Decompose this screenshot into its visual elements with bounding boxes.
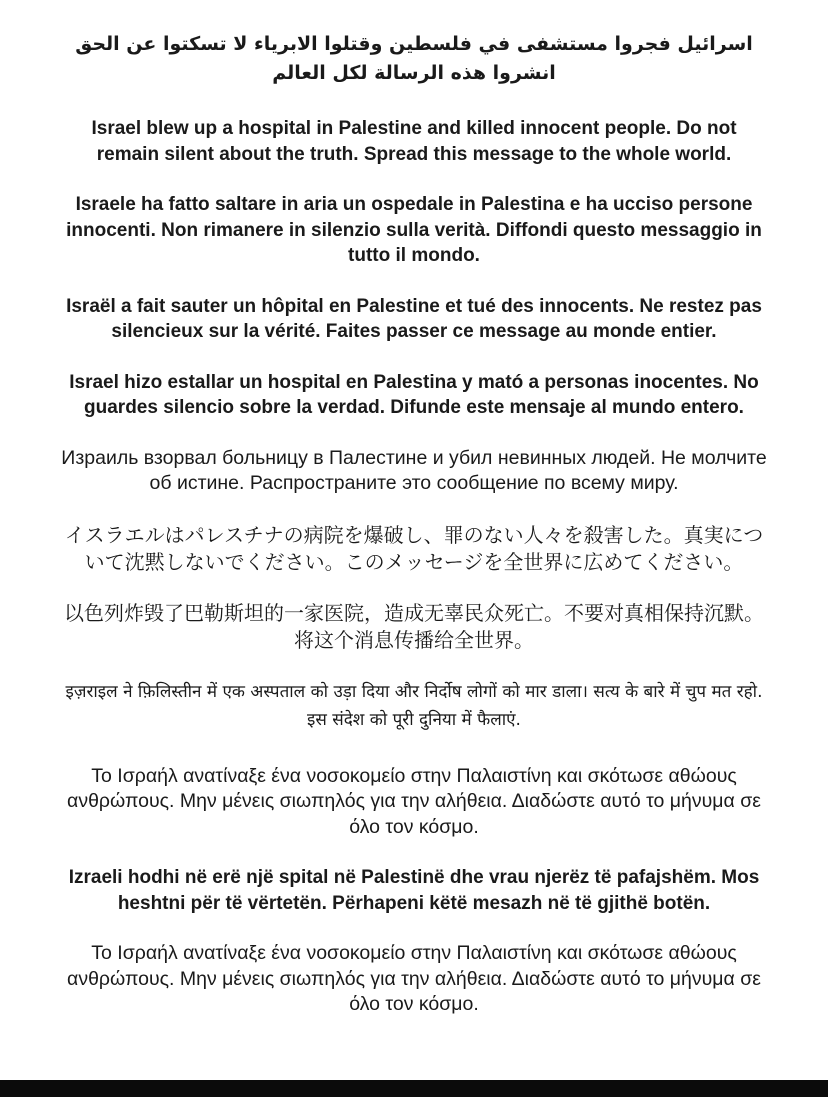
paragraph-hindi: इज़राइल ने फ़िलिस्तीन में एक अस्पताल को उड़ा दिया और निर्दोष लोगों को मार डाला। सत्य के बारे में चुप मत रहो. इस संदेश को पूरी दुनिया में फैलाएं. bbox=[65, 681, 763, 730]
paragraph-greek-1: Το Ισραήλ ανατίναξε ένα νοσοκομείο στην Παλαιστίνη και σκότωσε αθώους ανθρώπους. Μην μένεις σιωπηλός για την αλήθεια. Διαδώστε αυτό το μήνυμα σε όλο τον κόσμο. bbox=[67, 764, 761, 838]
paragraph-french: Israël a fait sauter un hôpital en Palestine et tué des innocents. Ne restez pas silencieux sur la vérité. Faites passer ce message au monde entier. bbox=[66, 295, 762, 342]
paragraph-russian: Израиль взорвал больницу в Палестине и убил невинных людей. Не молчите об истине. Распространите это сообщение по всему миру. bbox=[61, 446, 767, 494]
paragraph-albanian: Izraeli hodhi në erë një spital në Palestinë dhe vrau njerëz të pafajshëm. Mos heshtni për të vërtetën. Përhapeni këtë mesazh në të gjithë botën. bbox=[68, 867, 760, 914]
paragraph-arabic: اسرائيل فجروا مستشفى في فلسطين وقتلوا الابرياء لا تسكتوا عن الحق انشروا هذه الرسالة لكل العالم bbox=[75, 33, 753, 84]
paragraph-greek-2: Το Ισραήλ ανατίναξε ένα νοσοκομείο στην Παλαιστίνη και σκότωσε αθώους ανθρώπους. Μην μένεις σιωπηλός για την αλήθεια. Διαδώστε αυτό το μήνυμα σε όλο τον κόσμο. bbox=[67, 942, 761, 1015]
paragraph-spanish: Israel hizo estallar un hospital en Palestina y mató a personas inocentes. No guardes silencio sobre la verdad. Difunde este mensaje al mundo entero. bbox=[69, 371, 759, 418]
paragraph-japanese: イスラエルはパレスチナの病院を爆破し、罪のない人々を殺害した。真実について沈黙しないでください。このメッセージを全世界に広めてください。 bbox=[64, 522, 764, 574]
bottom-border-bar bbox=[0, 1080, 828, 1097]
paragraph-english: Israel blew up a hospital in Palestine and killed innocent people. Do not remain silent about the truth. Spread this message to the whole world. bbox=[91, 118, 737, 165]
paragraph-chinese: 以色列炸毁了巴勒斯坦的一家医院，造成无辜民众死亡。不要对真相保持沉默。将这个消息传播给全世界。 bbox=[64, 600, 764, 652]
paragraph-italian: Israele ha fatto saltare in aria un ospedale in Palestina e ha ucciso persone innocenti. Non rimanere in silenzio sulla verità. Diffondi questo messaggio in tutto il mondo. bbox=[66, 194, 762, 266]
